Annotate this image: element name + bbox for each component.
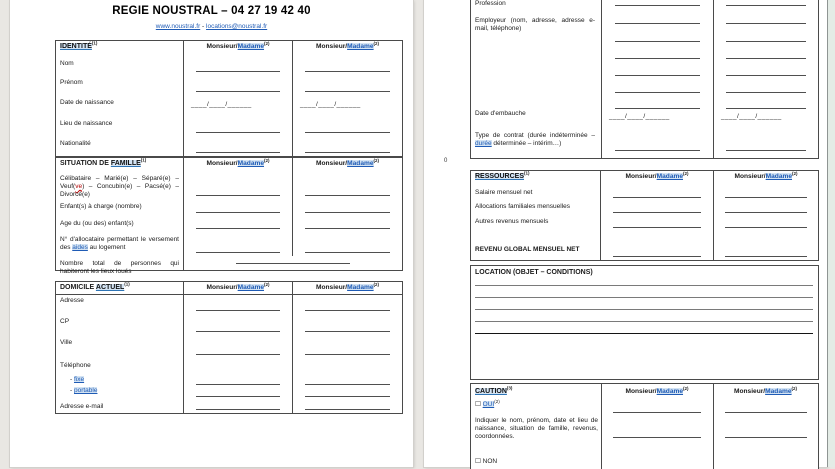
checkbox-oui[interactable]: ☐ [475, 401, 481, 408]
blank-field-line [305, 354, 390, 355]
blank-field-line [196, 310, 280, 311]
blank-field-line [196, 152, 280, 153]
blank-field [292, 386, 402, 398]
blank-field-line [475, 285, 813, 286]
date-blank-field: ____/____/______ [721, 113, 782, 120]
blank-field [601, 185, 713, 201]
ressources-title-link[interactable]: RESSOURCES [475, 173, 525, 180]
field-label-employeur: Employeur (nom, adresse, adresse e-mail, téléphone) [475, 17, 595, 33]
empty-cell [184, 358, 292, 375]
field-label-nombre-personnes: Nombre total de personnes qui habiteront les lieux loués [56, 256, 184, 270]
checkbox-non[interactable]: ☐ [475, 458, 481, 465]
field-label-cp: CP [56, 314, 184, 335]
column-header-monsieur-madame: Monsieur/Madame$^{(2)}$ [292, 282, 402, 295]
identite-section-title: IDENTITÉ$^{(1)}$ [56, 41, 184, 56]
blank-field-line [725, 227, 806, 228]
blank-field [184, 398, 292, 413]
famille-section-title: SITUATION DE FAMILLE$^{(1)}$ [56, 158, 184, 171]
aides-link[interactable]: aides [72, 244, 88, 252]
column-header-monsieur-madame: Monsieur/Madame$^{(2)}$ [733, 385, 798, 395]
blank-field-line [196, 195, 280, 196]
field-label-portable: - portable [56, 386, 184, 398]
blank-field-line [196, 212, 280, 213]
blank-field-line [196, 91, 280, 92]
blank-field-line [613, 197, 700, 198]
date-blank-field: ____/____/______ [191, 101, 252, 108]
window-edge-panel [827, 0, 835, 467]
field-label-statut-marital: Célibataire – Marié(e) – Séparé(e) – Veuf(ve) – Concubin(e) – Pacsé(e) – Divorcé(e) [56, 171, 184, 199]
blank-field [713, 216, 818, 231]
spellcheck-word: ve [75, 183, 83, 191]
blank-field [184, 232, 292, 256]
ressources-table [470, 170, 819, 261]
blank-field [292, 295, 402, 314]
blank-field-line [305, 384, 390, 385]
blank-field [292, 335, 402, 358]
oui-link[interactable]: OUI [482, 401, 495, 408]
blank-field-line [615, 108, 700, 109]
blank-field [184, 375, 292, 386]
blank-field [184, 314, 292, 335]
blank-field [184, 386, 292, 398]
madame-link[interactable]: Madame [765, 388, 792, 395]
blank-field [292, 199, 402, 216]
field-label-revenu-global: REVENU GLOBAL MENSUEL NET [471, 231, 601, 260]
blank-field-span [184, 256, 402, 270]
blank-field [601, 201, 713, 216]
blank-field-line [305, 228, 390, 229]
blank-field [601, 216, 713, 231]
caution-table [470, 383, 819, 469]
caution-section-title: CAUTION$^{(3)}$ [475, 385, 513, 395]
blank-field-line [196, 384, 280, 385]
table-divider [601, 384, 602, 469]
date-blank-field: ____/____/______ [292, 95, 402, 116]
blank-field-line [475, 333, 813, 334]
blank-field-line [615, 92, 700, 93]
blank-field-line [725, 412, 807, 413]
field-label-email: Adresse e-mail [56, 398, 184, 413]
blank-field [601, 231, 713, 260]
blank-field-line [615, 58, 700, 59]
madame-link[interactable]: Madame [237, 284, 265, 291]
blank-field-line [305, 252, 390, 253]
blank-field [292, 232, 402, 256]
profession-employeur-table [470, 0, 819, 159]
table-divider [601, 0, 602, 158]
identite-title-link[interactable]: IDENTITÉ [60, 43, 92, 50]
column-header-monsieur-madame: Monsieur/Madame$^{(2)}$ [625, 385, 689, 395]
blank-field [184, 171, 292, 199]
blank-field-line [475, 309, 813, 310]
field-label-allocations: Allocations familiales mensuelles [471, 201, 601, 216]
madame-link[interactable]: Madame [656, 388, 684, 395]
table-divider [713, 0, 714, 158]
identite-table [55, 40, 403, 157]
field-label-salaire: Salaire mensuel net [471, 185, 601, 201]
column-header-monsieur-madame: Monsieur/Madame$^{(2)}$ [713, 171, 818, 185]
madame-link[interactable]: Madame [237, 43, 265, 50]
domicile-actuel-table [55, 281, 403, 414]
blank-field-line [726, 41, 806, 42]
duree-link[interactable]: durée [475, 140, 492, 148]
link-separator: - [202, 23, 205, 30]
blank-field [292, 171, 402, 199]
email-link[interactable]: locations@noustral.fr [206, 23, 268, 30]
blank-field-line [725, 212, 806, 213]
blank-field-line [305, 409, 390, 410]
blank-field [184, 216, 292, 232]
caution-non-option: ☐ NON [475, 458, 498, 465]
document-page-1 [10, 0, 413, 467]
blank-field [713, 185, 818, 201]
document-links [10, 23, 413, 30]
blank-field-line [305, 152, 390, 153]
blank-field-line [615, 75, 700, 76]
blank-field-line [305, 331, 390, 332]
blank-field-line [196, 331, 280, 332]
field-label-autres-revenus: Autres revenus mensuels [471, 216, 601, 231]
blank-field [292, 216, 402, 232]
blank-field [184, 199, 292, 216]
blank-field-line [305, 195, 390, 196]
field-label-ville: Ville [56, 335, 184, 358]
madame-link[interactable]: Madame [347, 284, 374, 291]
blank-field-line [196, 409, 280, 410]
blank-field-line [196, 228, 280, 229]
field-label-nom: Nom [56, 56, 184, 75]
blank-field-line [196, 354, 280, 355]
domicile-section-title: DOMICILE ACTUEL$^{(1)}$ [56, 282, 184, 295]
field-label-prenom: Prénom [56, 75, 184, 95]
blank-field-line [613, 256, 700, 257]
blank-field [184, 75, 292, 95]
field-label-date-naissance: Date de naissance [56, 95, 184, 116]
blank-field [184, 335, 292, 358]
blank-field-line [613, 227, 700, 228]
madame-link[interactable]: Madame [347, 43, 374, 50]
blank-field [292, 116, 402, 136]
field-label-adresse: Adresse [56, 295, 184, 314]
portable-link[interactable]: portable [73, 387, 98, 394]
blank-field-line [725, 197, 806, 198]
blank-field [292, 136, 402, 156]
document-page-2 [424, 0, 827, 467]
fixe-link[interactable]: fixe [73, 376, 85, 383]
caution-instructions: Indiquer le nom, prénom, date et lieu de naissance, situation de famille, revenus, coordonnées. [475, 417, 598, 441]
blank-field-line [725, 256, 806, 257]
blank-field [292, 75, 402, 95]
situation-famille-table [55, 157, 403, 276]
field-label-contrat: Type de contrat (durée indéterminée – durée déterminée – intérim…) [475, 132, 595, 148]
blank-field-line [615, 23, 700, 24]
field-label-telephone: Téléphone [56, 358, 184, 375]
blank-field-line [305, 396, 390, 397]
blank-field-line [236, 263, 349, 264]
madame-link[interactable]: Madame [237, 160, 265, 167]
blank-field-line [196, 71, 280, 72]
date-blank-field: ____/____/______ [609, 113, 670, 120]
madame-link[interactable]: Madame [656, 173, 684, 180]
blank-field [713, 231, 818, 260]
actuel-title-link[interactable]: ACTUEL [95, 284, 125, 291]
field-label-nationalite: Nationalité [56, 136, 184, 156]
blank-field-line [305, 71, 390, 72]
field-label-allocataire: N° d'allocataire permettant le versement des aides au logement [56, 232, 184, 256]
field-label-lieu-naissance: Lieu de naissance [56, 116, 184, 136]
column-header-monsieur-madame: Monsieur/Madame$^{(2)}$ [625, 170, 689, 180]
blank-field [292, 375, 402, 386]
location-section-title: LOCATION (OBJET – CONDITIONS) [475, 269, 593, 276]
famille-title-link[interactable]: FAMILLE [110, 160, 141, 167]
blank-field-line [726, 5, 806, 6]
blank-field-line [613, 412, 701, 413]
blank-field [292, 314, 402, 335]
blank-field [184, 56, 292, 75]
blank-field-line [305, 212, 390, 213]
column-header-monsieur-madame: Monsieur/Madame$^{(2)}$ [206, 40, 270, 50]
column-header-monsieur-madame: Monsieur/Madame$^{(2)}$ [292, 158, 402, 171]
blank-field-line [726, 92, 806, 93]
field-label-age-enfants: Age du (ou des) enfant(s) [56, 216, 184, 232]
blank-field-line [726, 150, 806, 151]
blank-field [184, 116, 292, 136]
field-label-profession: Profession [475, 0, 506, 7]
stray-character: 0 [444, 158, 448, 164]
caution-title-link[interactable]: CAUTION [475, 388, 507, 395]
document-title: REGIE NOUSTRAL – 04 27 19 42 40 [112, 5, 311, 17]
ressources-section-title: RESSOURCES$^{(1)}$ [471, 171, 601, 185]
field-label-embauche: Date d'embauche [475, 110, 526, 117]
blank-field-line [196, 252, 280, 253]
blank-field [713, 201, 818, 216]
field-label-fixe: - fixe [56, 375, 184, 386]
column-header-monsieur-madame: Monsieur/Madame$^{(2)}$ [292, 41, 402, 56]
blank-field-line [196, 132, 280, 133]
empty-cell [292, 358, 402, 375]
blank-field-line [726, 108, 806, 109]
blank-field [292, 398, 402, 413]
blank-field-line [615, 5, 700, 6]
field-label-enfants: Enfant(s) à charge (nombre) [56, 199, 184, 216]
caution-oui-option: ☐ OUI$^{(2)}$ [475, 398, 500, 408]
blank-field-line [726, 75, 806, 76]
blank-field-line [475, 321, 813, 322]
blank-field [184, 295, 292, 314]
blank-field-line [613, 437, 701, 438]
location-table [470, 265, 819, 380]
blank-field [184, 136, 292, 156]
blank-field-line [196, 396, 280, 397]
madame-link[interactable]: Madame [347, 160, 374, 167]
blank-field-line [726, 23, 806, 24]
blank-field-line [615, 41, 700, 42]
madame-link[interactable]: Madame [765, 173, 793, 180]
blank-field-line [613, 212, 700, 213]
blank-field-line [305, 91, 390, 92]
blank-field-line [726, 58, 806, 59]
blank-field [292, 56, 402, 75]
table-divider [713, 384, 714, 469]
blank-field-line [725, 437, 807, 438]
website-link[interactable]: www.noustral.fr [155, 23, 201, 30]
column-header-monsieur-madame: Monsieur/Madame$^{(2)}$ [206, 157, 270, 167]
column-header-monsieur-madame: Monsieur/Madame$^{(2)}$ [184, 282, 292, 295]
blank-field-line [475, 297, 813, 298]
blank-field-line [305, 310, 390, 311]
blank-field-line [305, 132, 390, 133]
blank-field-line [615, 150, 700, 151]
